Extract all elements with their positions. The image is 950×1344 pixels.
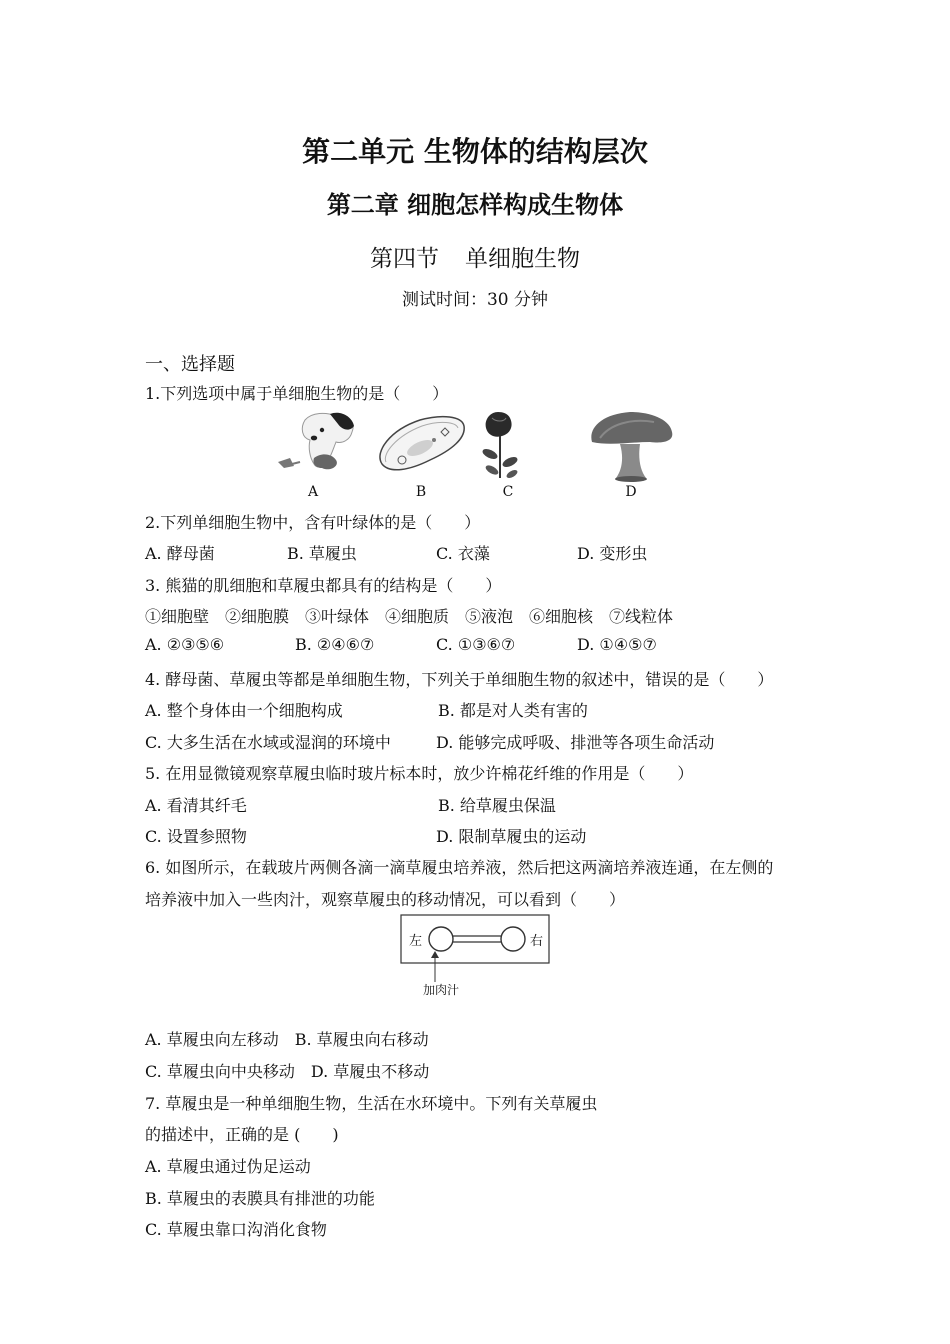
q3-option-a: A. ②③⑤⑥ <box>145 635 225 654</box>
q2-option-a: A. 酵母菌 <box>145 544 215 563</box>
left-label: 左 <box>409 934 423 949</box>
q5-option-c: C. 设置参照物 <box>145 827 247 846</box>
dog-image <box>278 413 354 470</box>
q6-options-line2: C. 草履虫向中央移动 D. 草履虫不移动 <box>145 1062 430 1081</box>
q4-option-d: D. 能够完成呼吸、排泄等各项生命活动 <box>436 733 715 752</box>
q1-organism-figure <box>270 408 690 500</box>
question-3-stem: 3. 熊猫的肌细胞和草履虫都具有的结构是（ ） <box>145 576 502 595</box>
section-title <box>0 240 950 273</box>
q3-option-d: D. ①④⑤⑦ <box>577 635 657 654</box>
question-1-stem: 1.下列选项中属于单细胞生物的是（ ） <box>145 384 449 403</box>
figure-label-b: B <box>415 484 427 500</box>
q2-option-b: B. 草履虫 <box>287 544 357 563</box>
right-label: 右 <box>530 934 544 949</box>
slide-frame <box>401 915 549 963</box>
q3-structure-list: ①细胞壁 ②细胞膜 ③叶绿体 ④细胞质 ⑤液泡 ⑥细胞核 ⑦线粒体 <box>145 607 674 626</box>
q6-options-line1: A. 草履虫向左移动 B. 草履虫向右移动 <box>145 1030 429 1049</box>
right-drop <box>501 927 525 951</box>
q6-slide-diagram <box>398 912 553 1002</box>
question-6-stem-line1: 6. 如图所示，在载玻片两侧各滴一滴草履虫培养液，然后把这两滴培养液连通，在左侧的 <box>145 858 774 877</box>
q7-option-b: B. 草履虫的表膜具有排泄的功能 <box>145 1189 375 1208</box>
q4-option-c: C. 大多生活在水域或湿润的环境中 <box>145 733 391 752</box>
section-name: 单细胞生物 <box>465 246 580 272</box>
q5-option-a: A. 看清其纤毛 <box>145 796 247 815</box>
figure-label-c: C <box>502 484 514 500</box>
q4-option-a: A. 整个身体由一个细胞构成 <box>145 701 343 720</box>
q2-option-d: D. 变形虫 <box>577 544 648 563</box>
arrow-label: 加肉汁 <box>423 983 460 997</box>
q3-option-b: B. ②④⑥⑦ <box>295 635 375 654</box>
question-5-stem: 5. 在用显微镜观察草履虫临时玻片标本时，放少许棉花纤维的作用是（ ） <box>145 764 694 783</box>
unit-title: 第二单元 生物体的结构层次 <box>302 135 648 168</box>
q3-option-c: C. ①③⑥⑦ <box>436 635 516 654</box>
q4-option-b: B. 都是对人类有害的 <box>438 701 588 720</box>
q5-option-b: B. 给草履虫保温 <box>438 796 556 815</box>
left-drop <box>429 927 453 951</box>
q2-option-c: C. 衣藻 <box>436 544 490 563</box>
question-6-stem-line2: 培养液中加入一些肉汁，观察草履虫的移动情况，可以看到（ ） <box>145 890 626 909</box>
q7-option-a: A. 草履虫通过伪足运动 <box>145 1157 311 1176</box>
figure-label-d: D <box>625 484 637 500</box>
q7-option-c: C. 草履虫靠口沟消化食物 <box>145 1220 327 1239</box>
q5-option-d: D. 限制草履虫的运动 <box>436 827 587 846</box>
question-2-stem: 2.下列单细胞生物中，含有叶绿体的是（ ） <box>145 513 481 532</box>
section-heading: 一、选择题 <box>145 354 235 375</box>
question-7-stem-line2: 的描述中，正确的是 ( ) <box>145 1125 339 1144</box>
paramecium-image <box>380 417 464 470</box>
question-4-stem: 4. 酵母菌、草履虫等都是单细胞生物，下列关于单细胞生物的叙述中，错误的是（ ） <box>145 670 774 689</box>
figure-label-a: A <box>307 484 319 500</box>
rose-image <box>481 412 519 480</box>
test-time: 测试时间：30 分钟 <box>401 290 549 310</box>
section-number: 第四节 <box>370 246 439 272</box>
mushroom-image <box>591 412 672 482</box>
chapter-title: 第二章 细胞怎样构成生物体 <box>326 191 624 219</box>
question-7-stem-line1: 7. 草履虫是一种单细胞生物，生活在水环境中。下列有关草履虫 <box>145 1094 598 1113</box>
